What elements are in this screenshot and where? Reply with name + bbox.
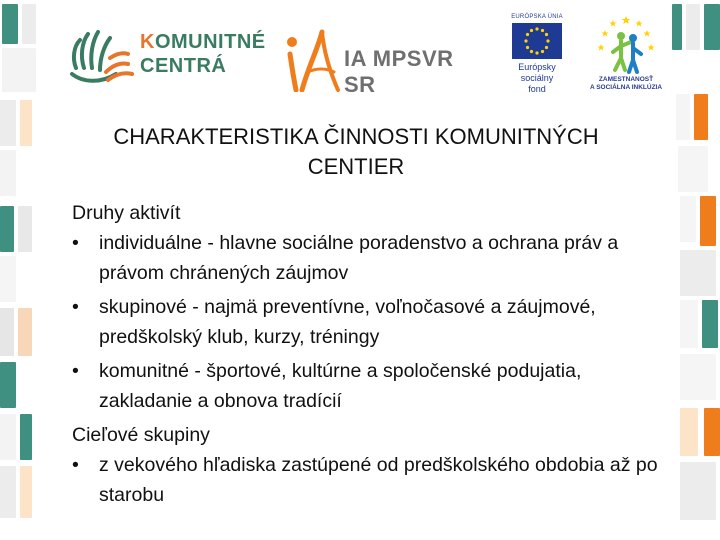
logo-ia-mpsvr bbox=[282, 28, 482, 97]
logo-zamestnanost bbox=[585, 14, 667, 98]
hands-icon bbox=[66, 28, 136, 88]
logo-km-line1: KOMUNITNÉ bbox=[140, 31, 266, 53]
ia-figure-icon bbox=[282, 28, 342, 92]
section-target-groups bbox=[72, 420, 660, 510]
target-group-list bbox=[72, 450, 660, 510]
people-stars-icon bbox=[585, 14, 667, 76]
logo-komunitne-centra bbox=[66, 26, 281, 90]
activity-list bbox=[72, 228, 660, 416]
section-heading: Cieľové skupiny bbox=[72, 424, 210, 446]
logo-esf-top-label: EURÓPSKA ÚNIA bbox=[511, 14, 563, 20]
section-activities bbox=[72, 198, 660, 416]
list-item: • skupinové - najmä preventívne, voľnočasové a záujmové, predškolský klub, kurzy, tréningy bbox=[72, 292, 660, 352]
logo-zs-line1: ZAMESTNANOSŤ bbox=[598, 76, 654, 83]
logo-esf-line2: sociálny bbox=[520, 73, 554, 83]
logo-km-line2: CENTRÁ bbox=[140, 55, 227, 77]
logo-esf-line3: fond bbox=[528, 84, 546, 94]
logo-esf-line1: Európsky bbox=[518, 62, 556, 72]
slide-title: CHARAKTERISTIKA ČINNOSTI KOMUNITNÝCH CENTIER bbox=[113, 124, 599, 179]
section-heading: Druhy aktivít bbox=[72, 202, 181, 224]
list-item: • komunitné - športové, kultúrne a spoločenské podujatia, zakladanie a obnova tradícií bbox=[72, 356, 660, 416]
logo-zs-line2: A SOCIÁLNA INKLÚZIA bbox=[589, 84, 663, 91]
logo-ia-text: IA MPSVR SR bbox=[344, 46, 454, 97]
list-item: • z vekového hľadiska zastúpené od predškolského obdobia až po starobu bbox=[72, 450, 660, 510]
eu-flag-icon bbox=[512, 23, 562, 59]
list-item: • individuálne - hlavne sociálne poradenstvo a ochrana práv a právom chránených záujmov bbox=[72, 228, 660, 288]
logo-esf bbox=[508, 14, 566, 96]
slide-content bbox=[72, 198, 660, 514]
